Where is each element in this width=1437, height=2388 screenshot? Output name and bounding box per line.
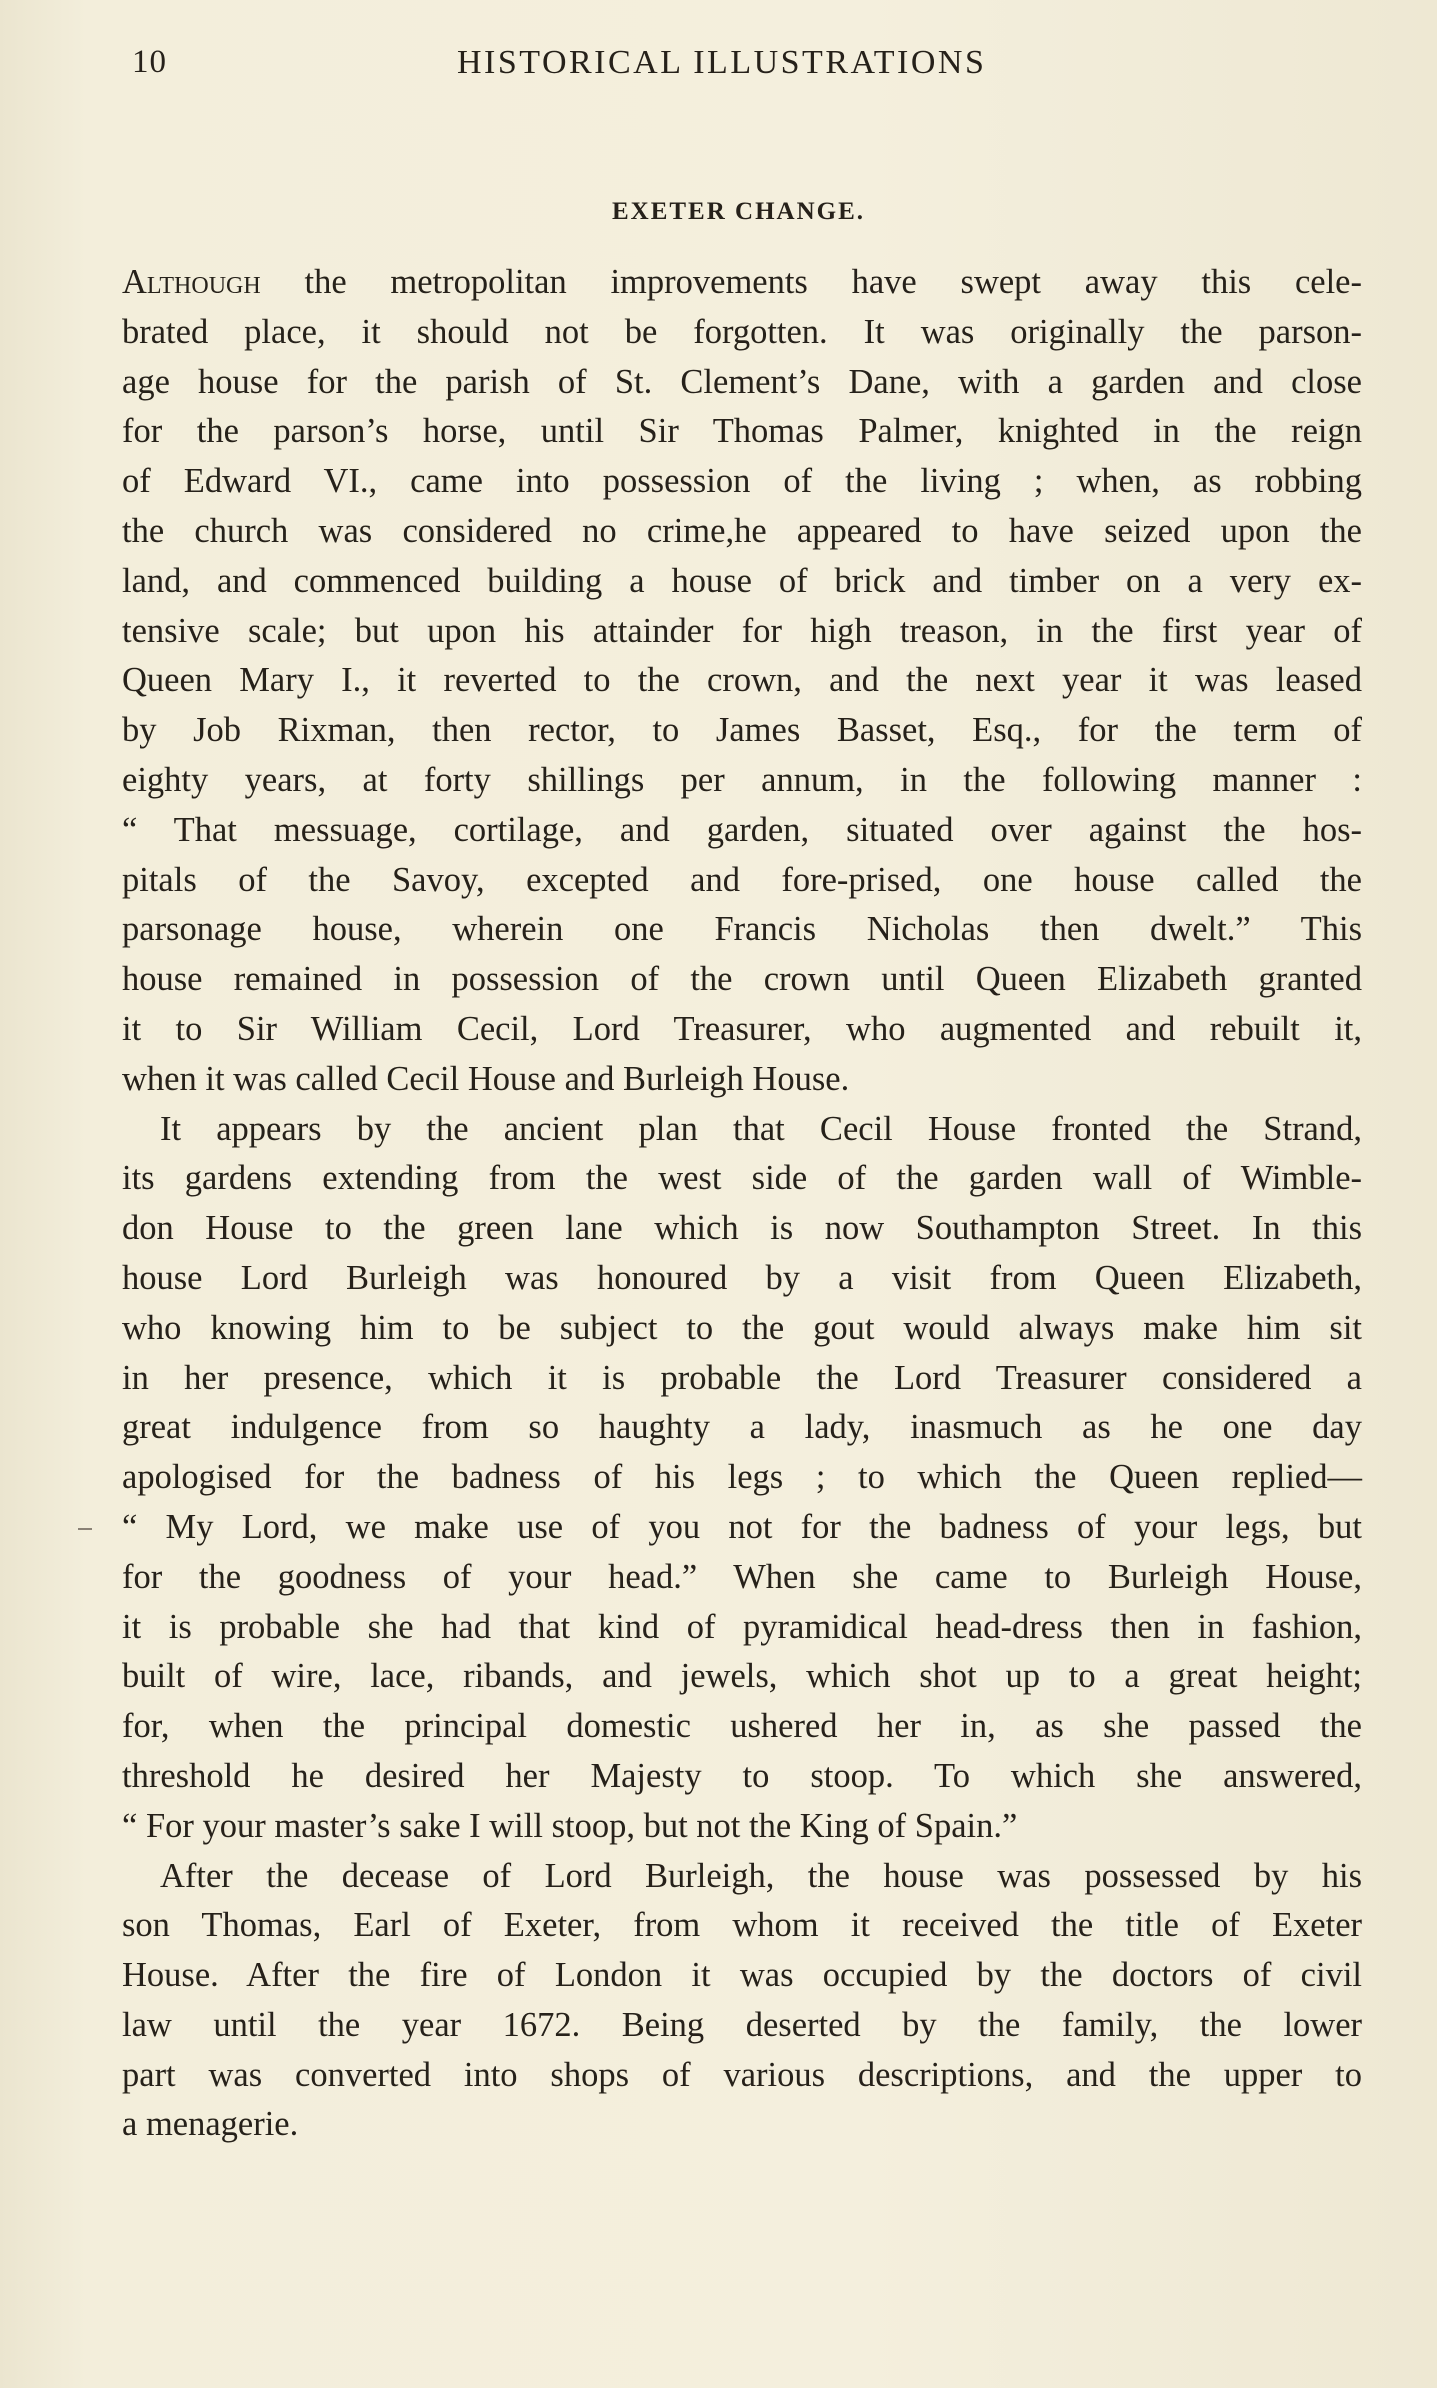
text-line [122,457,1362,507]
text-line [122,856,1362,906]
line-text: don House to the green lane which is now Southampton Street. In this [122,1209,1362,1248]
line-text: son Thomas, Earl of Exeter, from whom it received the title of Exeter [122,1906,1362,1945]
line-text: in her presence, which it is probable the Lord Treasurer considered a [122,1358,1362,1397]
text-line [122,1603,1362,1653]
text-line [122,1951,1362,2001]
text-line [122,1105,1362,1155]
running-head-title: HISTORICAL ILLUSTRATIONS [457,44,987,81]
line-text: age house for the parish of St. Clement’s Dane, with a garden and close [122,362,1362,401]
line-text: house remained in possession of the crown until Queen Elizabeth granted [122,960,1362,999]
text-line [122,2100,1362,2150]
line-text: law until the year 1672. Being deserted by the family, the lower [122,2005,1362,2044]
line-text: it to Sir William Cecil, Lord Treasurer, who augmented and rebuilt it, [122,1009,1362,1048]
text-line [122,1254,1362,1304]
line-text: threshold he desired her Majesty to stoop. To which she answered, [122,1756,1362,1795]
line-text: house Lord Burleigh was honoured by a visit from Queen Elizabeth, [122,1258,1362,1297]
text-line [122,1154,1362,1204]
line-text: the church was considered no crime,he appeared to have seized upon the [122,511,1362,550]
line-text: built of wire, lace, ribands, and jewels, which shot up to a great height; [122,1657,1362,1696]
text-line [122,1702,1362,1752]
line-text: brated place, it should not be forgotten. It was originally the parson- [122,312,1362,351]
text-line [122,1204,1362,1254]
drop-word: Although [122,263,261,301]
line-text: a menagerie. [122,2105,299,2144]
text-line [122,2051,1362,2101]
text-line [122,1652,1362,1702]
text-line [122,258,1362,308]
text-line [122,1752,1362,1802]
line-text: “ For your master’s sake I will stoop, but not the King of Spain.” [122,1806,1018,1845]
text-line [122,1403,1362,1453]
line-text: of Edward VI., came into possession of the living ; when, as robbing [122,462,1362,501]
text-line [122,557,1362,607]
text-line [122,756,1362,806]
text-line [122,1901,1362,1951]
text-line [122,507,1362,557]
text-line [122,407,1362,457]
text-line [122,955,1362,1005]
text-line [122,1005,1362,1055]
line-text: It appears by the ancient plan that Cecil House fronted the Strand, [160,1109,1362,1148]
line-text: it is probable she had that kind of pyramidical head-dress then in fashion, [122,1607,1362,1646]
line-text: the metropolitan improvements have swept away this cele- [260,263,1362,301]
body-text [122,258,1362,2150]
text-line [122,1553,1362,1603]
line-text: eighty years, at forty shillings per annum, in the following manner : [122,760,1362,799]
line-text: apologised for the badness of his legs ; to which the Queen replied— [122,1458,1362,1497]
margin-mark [78,1528,92,1530]
text-line [122,1503,1362,1553]
text-line [122,1453,1362,1503]
line-text: land, and commenced building a house of brick and timber on a very ex- [122,561,1362,600]
line-text: for the goodness of your head.” When she came to Burleigh House, [122,1557,1362,1596]
text-line [122,1852,1362,1902]
text-line [122,1802,1362,1852]
line-text: “ My Lord, we make use of you not for the badness of your legs, but [122,1507,1362,1546]
line-text: great indulgence from so haughty a lady, inasmuch as he one day [122,1408,1362,1447]
line-text: its gardens extending from the west side of the garden wall of Wimble- [122,1159,1362,1198]
text-line [122,308,1362,358]
line-text: for the parson’s horse, until Sir Thomas Palmer, knighted in the reign [122,412,1362,451]
section-title: EXETER CHANGE. [611,198,866,225]
text-line [122,2001,1362,2051]
text-line [122,1354,1362,1404]
running-head [132,44,1332,92]
text-line [122,806,1362,856]
text-line [122,905,1362,955]
text-line [122,1304,1362,1354]
text-line [122,656,1362,706]
line-text: House. After the fire of London it was occupied by the doctors of civil [122,1956,1362,1995]
line-text: who knowing him to be subject to the gout would always make him sit [122,1308,1362,1347]
text-line [122,1055,1362,1105]
line-text: by Job Rixman, then rector, to James Basset, Esq., for the term of [122,711,1362,750]
text-line [122,358,1362,408]
line-text: parsonage house, wherein one Francis Nicholas then dwelt.” This [122,910,1362,949]
text-line [122,607,1362,657]
line-text: tensive scale; but upon his attainder for high treason, in the first year of [122,611,1362,650]
page-number: 10 [132,44,167,80]
line-text: After the decease of Lord Burleigh, the house was possessed by his [160,1856,1362,1895]
line-text: when it was called Cecil House and Burleigh House. [122,1059,850,1098]
line-text: Queen Mary I., it reverted to the crown, and the next year it was leased [122,661,1362,700]
line-text: “ That messuage, cortilage, and garden, situated over against the hos- [122,810,1362,849]
line-text: pitals of the Savoy, excepted and fore-prised, one house called the [122,860,1362,899]
line-text: part was converted into shops of various descriptions, and the upper to [122,2055,1362,2094]
line-text: for, when the principal domestic ushered her in, as she passed the [122,1707,1362,1746]
text-line [122,706,1362,756]
